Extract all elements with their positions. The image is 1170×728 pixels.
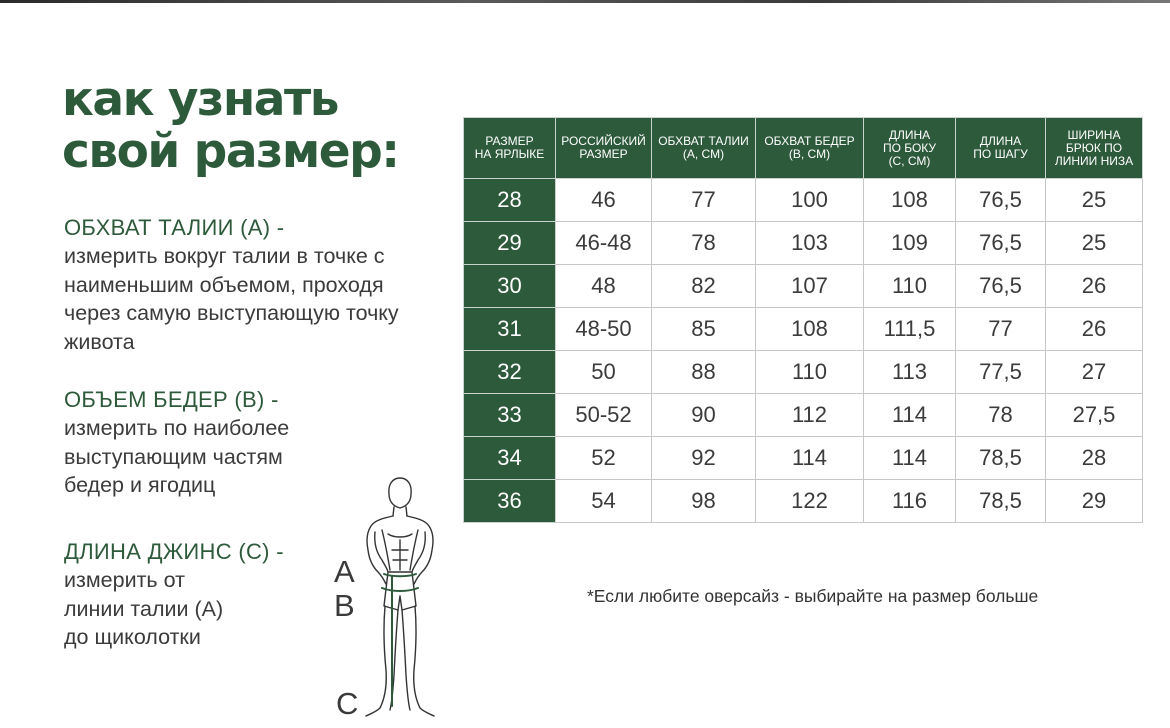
table-cell: 78,5: [956, 480, 1046, 523]
instruction-line: наименьшим объемом, проходя: [64, 272, 384, 297]
instruction-line: линии талии (А): [64, 596, 224, 621]
table-cell: 76,5: [956, 179, 1046, 222]
cell-label-size: 33: [464, 394, 556, 437]
table-row: [464, 480, 1143, 523]
instruction-heading: ОБЪЕМ БЕДЕР (В) -: [64, 387, 279, 412]
table-cell: 27: [1046, 351, 1143, 394]
cell-label-size: 36: [464, 480, 556, 523]
measure-label-c: C: [336, 686, 359, 721]
instruction-waist: [64, 214, 464, 356]
table-row: [464, 179, 1143, 222]
header-label-size: РАЗМЕР НА ЯРЛЫКЕ: [464, 118, 556, 179]
table-cell: 46: [556, 179, 652, 222]
table-cell: 110: [864, 265, 956, 308]
instruction-heading: ДЛИНА ДЖИНС (С) -: [64, 539, 284, 564]
table-cell: 103: [756, 222, 864, 265]
table-row: [464, 351, 1143, 394]
table-cell: 88: [652, 351, 756, 394]
table-cell: 85: [652, 308, 756, 351]
table-cell: 98: [652, 480, 756, 523]
size-table: [463, 117, 1143, 523]
instruction-line: живота: [64, 329, 135, 354]
cell-label-size: 31: [464, 308, 556, 351]
table-cell: 27,5: [1046, 394, 1143, 437]
table-cell: 114: [864, 437, 956, 480]
table-cell: 108: [864, 179, 956, 222]
instruction-line: измерить от: [64, 568, 185, 592]
table-cell: 28: [1046, 437, 1143, 480]
table-cell: 90: [652, 394, 756, 437]
table-cell: 122: [756, 480, 864, 523]
table-cell: 26: [1046, 265, 1143, 308]
table-row: [464, 265, 1143, 308]
table-cell: 26: [1046, 308, 1143, 351]
table-cell: 82: [652, 265, 756, 308]
table-cell: 46-48: [556, 222, 652, 265]
header-hips: ОБХВАТ БЕДЕР (В, СМ): [756, 118, 864, 179]
top-border: [0, 0, 1170, 3]
header-russian-size: РОССИЙСКИЙ РАЗМЕР: [556, 118, 652, 179]
title-line-2: свой размер:: [62, 124, 399, 179]
cell-label-size: 34: [464, 437, 556, 480]
table-cell: 25: [1046, 179, 1143, 222]
table-cell: 78: [956, 394, 1046, 437]
instruction-heading: ОБХВАТ ТАЛИИ (А) -: [64, 215, 285, 240]
table-row: [464, 308, 1143, 351]
table-cell: 29: [1046, 480, 1143, 523]
instruction-line: измерить вокруг талии в точке с: [64, 244, 385, 268]
instruction-text: [64, 242, 464, 356]
table-cell: 76,5: [956, 265, 1046, 308]
measure-label-a: A: [334, 554, 355, 589]
table-cell: 25: [1046, 222, 1143, 265]
header-side-length: ДЛИНА ПО БОКУ (С, СМ): [864, 118, 956, 179]
header-inseam: ДЛИНА ПО ШАГУ: [956, 118, 1046, 179]
cell-label-size: 32: [464, 351, 556, 394]
table-cell: 114: [756, 437, 864, 480]
table-row: [464, 394, 1143, 437]
table-cell: 78,5: [956, 437, 1046, 480]
table-cell: 111,5: [864, 308, 956, 351]
table-cell: 109: [864, 222, 956, 265]
instruction-line: измерить по наиболее: [64, 416, 290, 440]
instruction-line: через самую выступающую точку: [64, 301, 399, 325]
table-cell: 114: [864, 394, 956, 437]
table-cell: 110: [756, 351, 864, 394]
table-cell: 108: [756, 308, 864, 351]
table-cell: 100: [756, 179, 864, 222]
title-line-1: как узнать: [62, 72, 338, 127]
header-waist: ОБХВАТ ТАЛИИ (А, СМ): [652, 118, 756, 179]
instruction-line: бедер и ягодиц: [64, 473, 216, 497]
table-cell: 48-50: [556, 308, 652, 351]
table-cell: 77,5: [956, 351, 1046, 394]
cell-label-size: 29: [464, 222, 556, 265]
table-cell: 113: [864, 351, 956, 394]
oversize-note: *Если любите оверсайз - выбирайте на размер больше: [587, 586, 1039, 606]
page-title: [62, 74, 462, 178]
measure-label-b: B: [334, 588, 355, 623]
instruction-line: до щиколотки: [64, 625, 201, 649]
table-cell: 52: [556, 437, 652, 480]
cell-label-size: 30: [464, 265, 556, 308]
table-cell: 107: [756, 265, 864, 308]
table-cell: 48: [556, 265, 652, 308]
table-row: [464, 437, 1143, 480]
table-cell: 112: [756, 394, 864, 437]
table-cell: 50: [556, 351, 652, 394]
cell-label-size: 28: [464, 179, 556, 222]
table-header-row: [464, 118, 1143, 179]
table-cell: 78: [652, 222, 756, 265]
table-cell: 77: [652, 179, 756, 222]
table-cell: 54: [556, 480, 652, 523]
instruction-line: выступающим частям: [64, 444, 283, 469]
table-cell: 116: [864, 480, 956, 523]
table-cell: 76,5: [956, 222, 1046, 265]
table-cell: 77: [956, 308, 1046, 351]
table-cell: 92: [652, 437, 756, 480]
table-cell: 50-52: [556, 394, 652, 437]
header-hem-width: ШИРИНА БРЮК ПО ЛИНИИ НИЗА: [1046, 118, 1143, 179]
table-row: [464, 222, 1143, 265]
